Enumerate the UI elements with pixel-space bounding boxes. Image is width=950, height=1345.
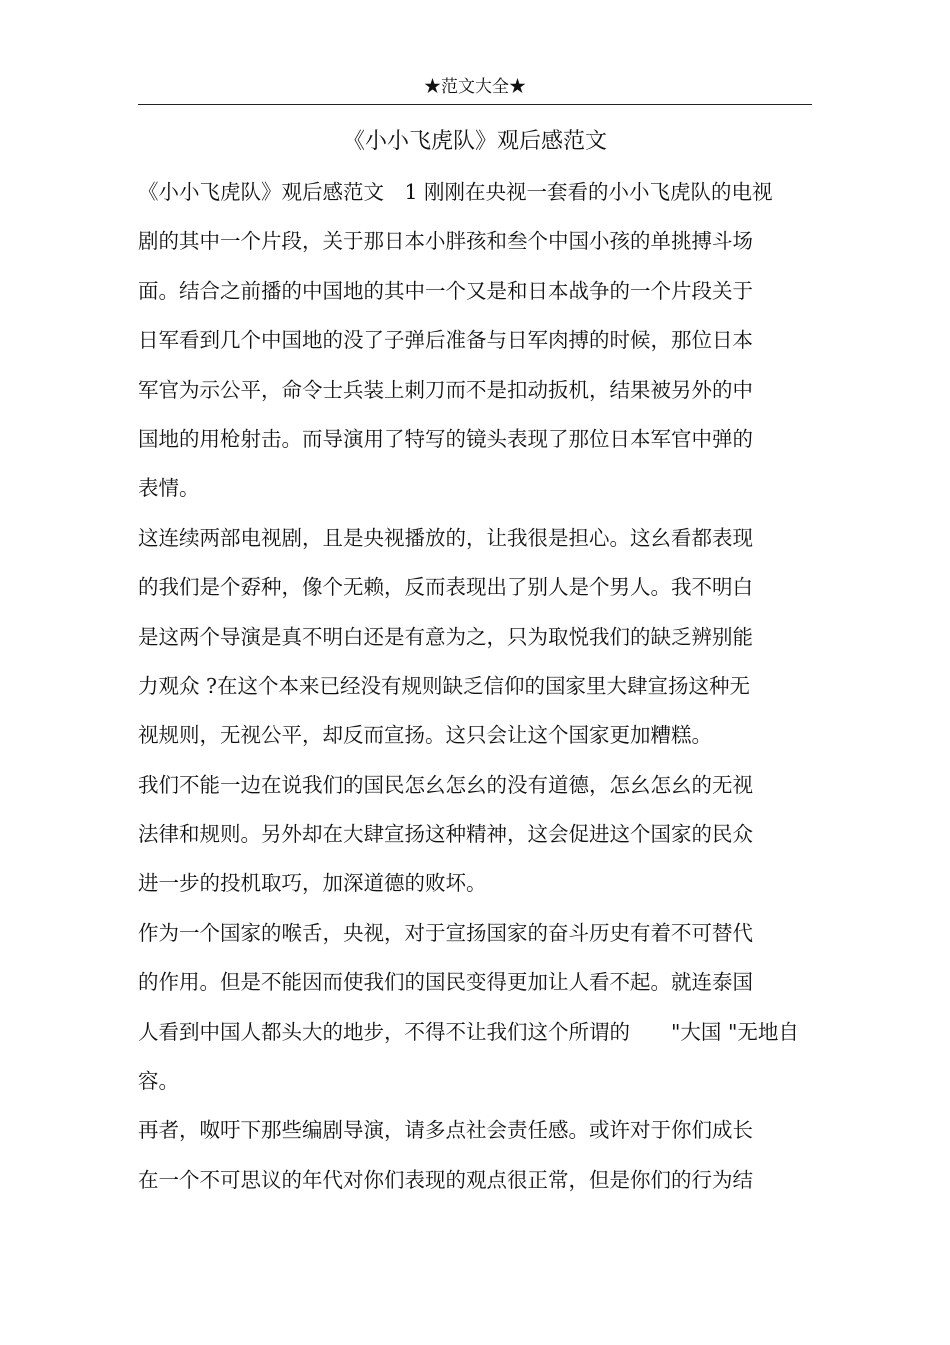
body-line: 我们不能一边在说我们的国民怎幺怎幺的没有道德，怎幺怎幺的无视 — [138, 772, 753, 797]
body-line: 军官为示公平，命令士兵装上刺刀而不是扣动扳机，结果被另外的中 — [138, 377, 753, 402]
body-line: 力观众 ?在这个本来已经没有规则缺乏信仰的国家里大肆宣扬这种无 — [138, 673, 751, 698]
body-line: 作为一个国家的喉舌，央视，对于宣扬国家的奋斗历史有着不可替代 — [138, 920, 753, 945]
body-line: 这连续两部电视剧，且是央视播放的，让我很是担心。这幺看都表现 — [138, 525, 753, 550]
header-divider — [138, 104, 812, 105]
body-line: 的我们是个孬种，像个无赖，反而表现出了别人是个男人。我不明白 — [138, 575, 753, 600]
body-line: 面。结合之前播的中国地的其中一个又是和日本战争的一个片段关于 — [138, 278, 753, 303]
body-line: 剧的其中一个片段，关于那日本小胖孩和叁个中国小孩的单挑搏斗场 — [138, 229, 753, 254]
body-line: 《小小飞虎队》观后感范文 1 刚刚在央视一套看的小小飞虎队的电视 — [138, 180, 773, 204]
body-line: 人看到中国人都头大的地步，不得不让我们这个所谓的 "大国 "无地自 — [138, 1019, 799, 1044]
body-line: 再者，呶吁下那些编剧导演，请多点社会责任感。或许对于你们成长 — [138, 1118, 753, 1143]
page-header: ★范文大全★ — [424, 77, 526, 97]
body-line: 是这两个导演是真不明白还是有意为之，只为取悦我们的缺乏辨别能 — [138, 624, 753, 649]
body-line: 的作用。但是不能因而使我们的国民变得更加让人看不起。就连泰国 — [138, 970, 753, 995]
body-line: 进一步的投机取巧，加深道德的败坏。 — [138, 871, 487, 896]
body-line: 法律和规则。另外却在大肆宣扬这种精神，这会促进这个国家的民众 — [138, 822, 753, 847]
body-line: 日军看到几个中国地的没了子弹后准备与日军肉搏的时候，那位日本 — [138, 328, 753, 353]
document-title: 《小小飞虎队》观后感范文 — [342, 129, 607, 154]
body-line: 容。 — [138, 1069, 179, 1094]
body-line: 国地的用枪射击。而导演用了特写的镜头表现了那位日本军官中弹的 — [138, 426, 753, 451]
document-body — [138, 168, 818, 1205]
body-line: 视规则，无视公平，却反而宣扬。这只会让这个国家更加糟糕。 — [138, 723, 712, 748]
body-line: 表情。 — [138, 476, 200, 501]
body-line: 在一个不可思议的年代对你们表现的观点很正常，但是你们的行为结 — [138, 1167, 753, 1192]
